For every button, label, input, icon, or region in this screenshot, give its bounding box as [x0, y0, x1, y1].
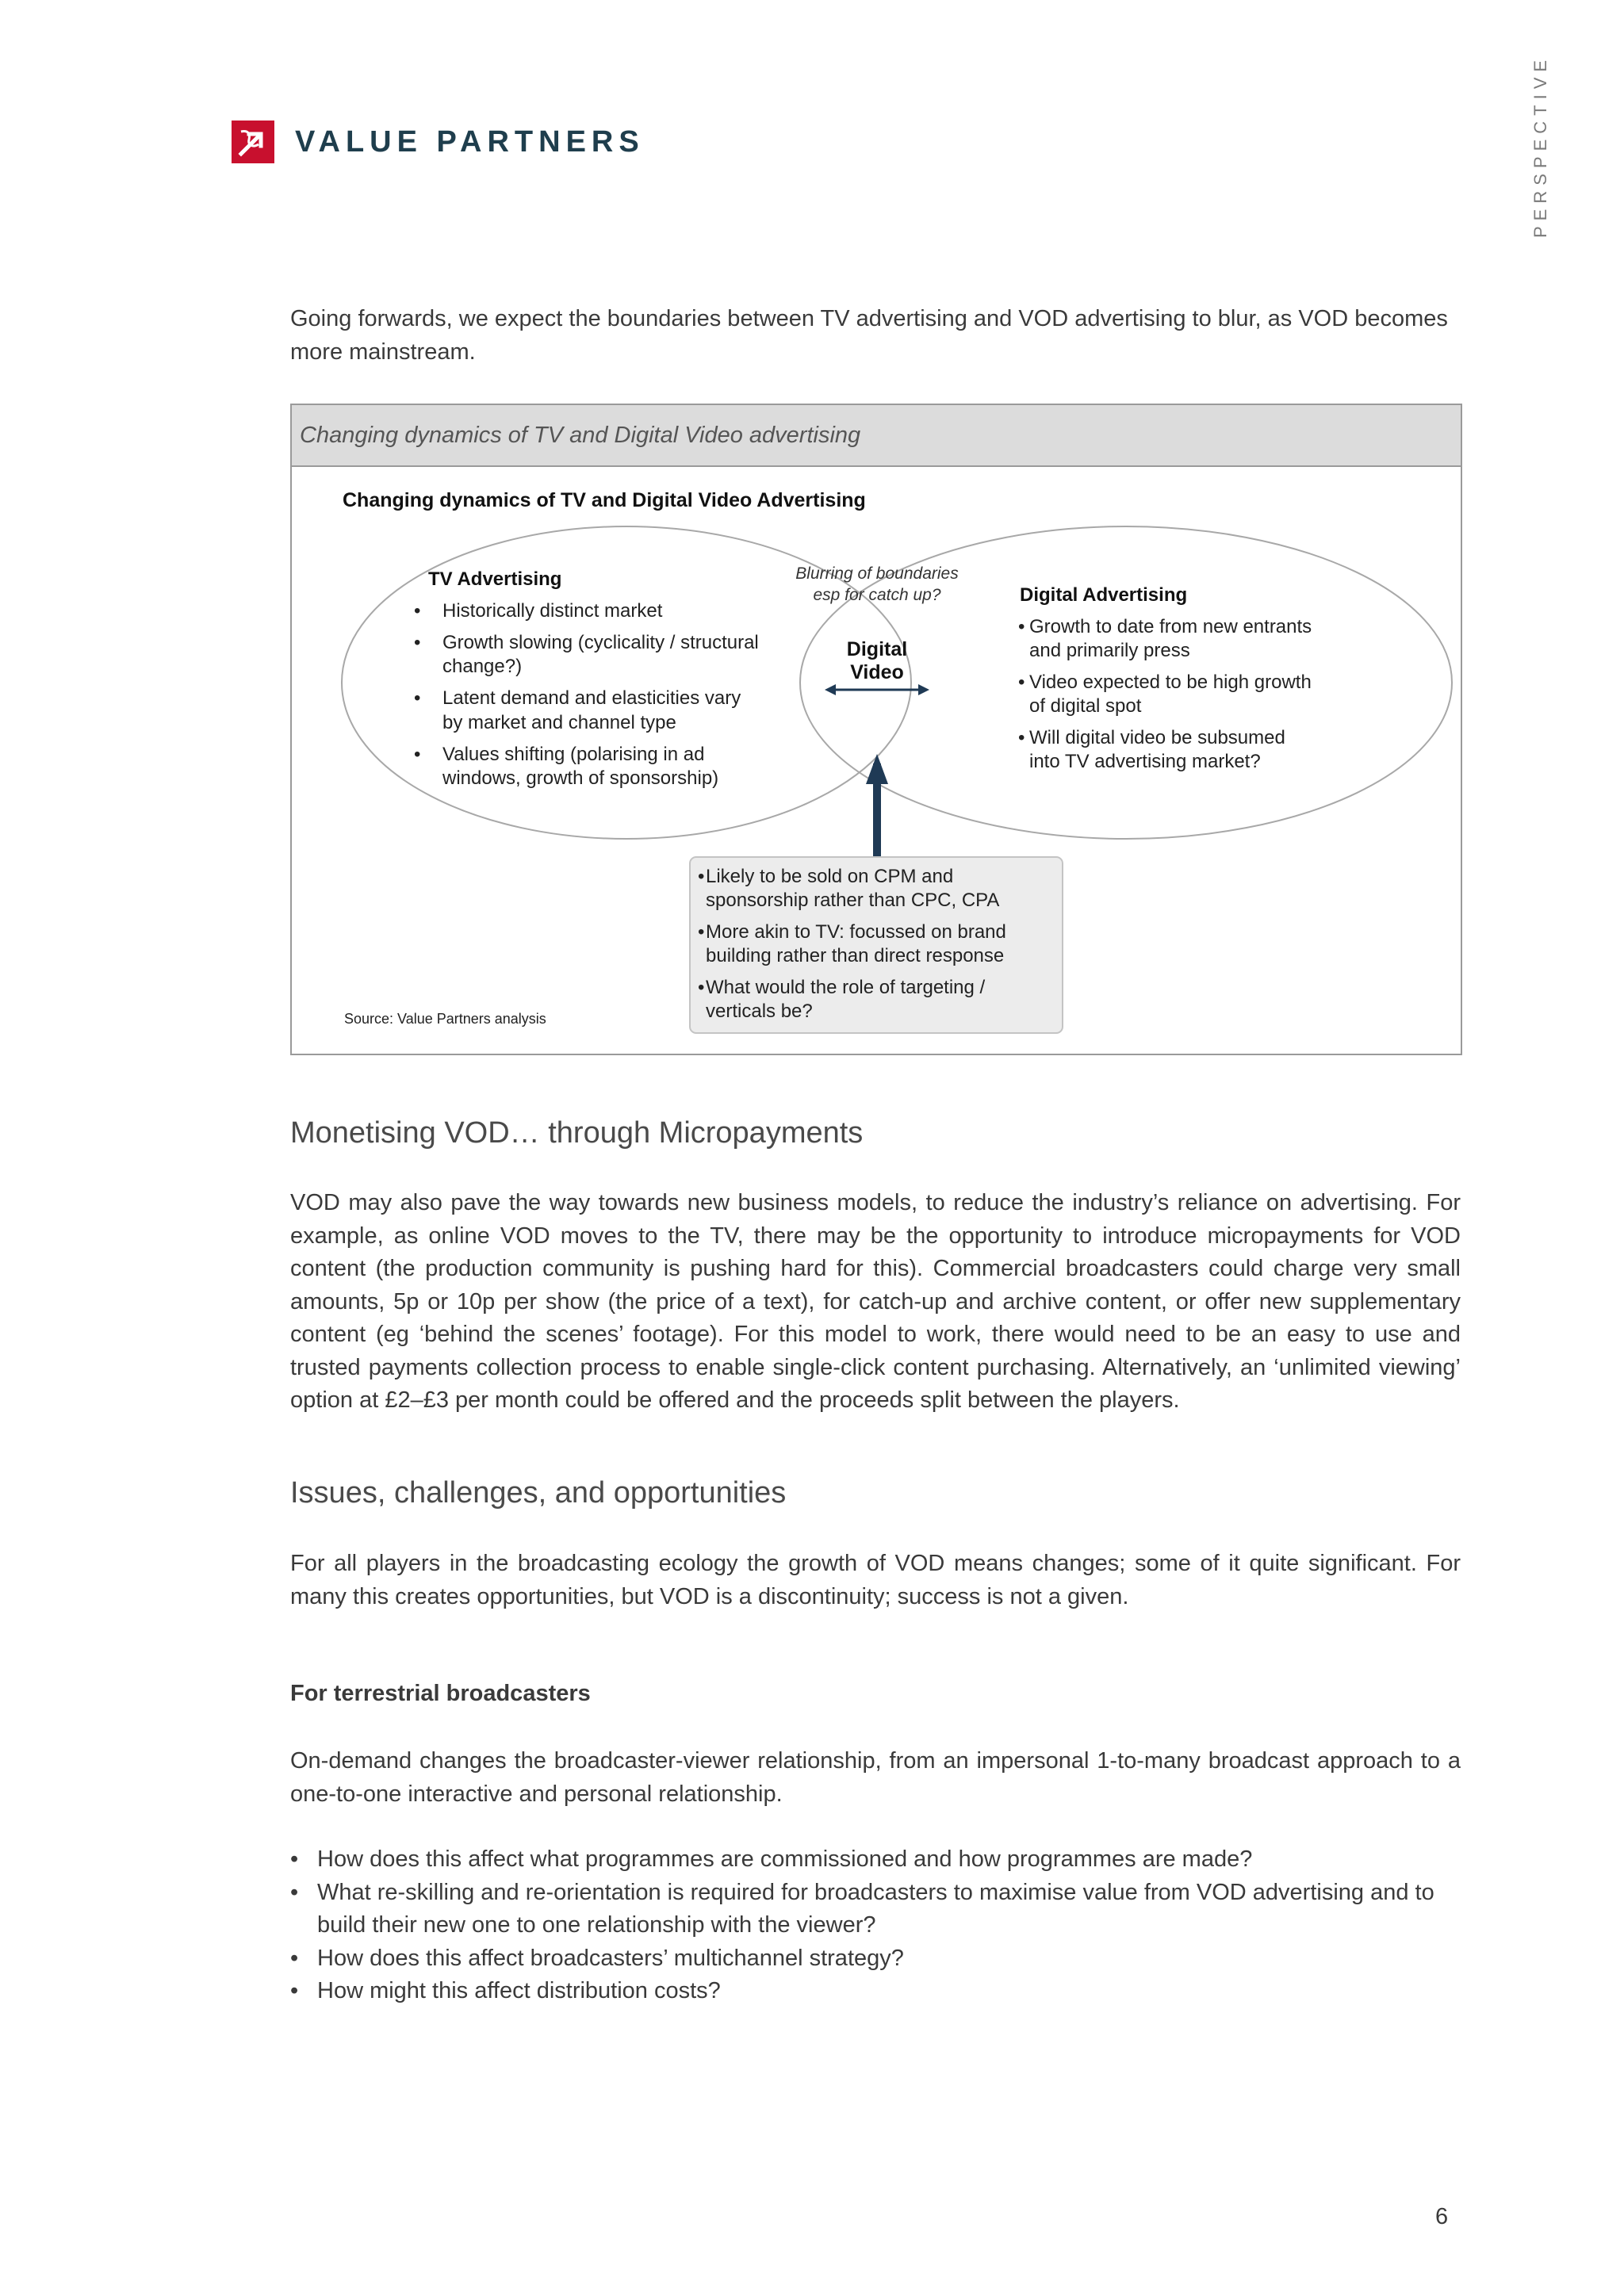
tv-line-3: change?)	[442, 656, 523, 677]
center-label-line-2: Video	[850, 661, 904, 683]
tv-bullet-1: •	[414, 600, 421, 622]
digital-line-3: Video expected to be high growth	[1029, 672, 1312, 693]
callout-bullet-3: •	[698, 977, 705, 998]
value-partners-logo-icon	[232, 121, 274, 163]
digital-bullet-1: •	[1018, 616, 1025, 637]
terrestrial-paragraph: On-demand changes the broadcaster-viewer relationship, from an impersonal 1-to-many broadcast approach to a one-to-one interactive and personal relationship.	[290, 1748, 1461, 1807]
center-label-line-1: Digital	[846, 638, 908, 660]
digital-bullet-2: •	[1018, 672, 1025, 693]
brand-name: VALUE PARTNERS	[295, 124, 645, 159]
subhead-terrestrial: For terrestrial broadcasters	[290, 1681, 591, 1706]
callout-bullet-2: •	[698, 921, 705, 943]
source-note: Source: Value Partners analysis	[344, 1011, 546, 1027]
digital-bullet-3: •	[1018, 727, 1025, 748]
digital-heading: Digital Advertising	[1020, 584, 1188, 606]
callout-line-5: What would the role of targeting /	[706, 977, 986, 998]
list-item: • How does this affect what programmes are commissioned and how programmes are made?	[290, 1843, 1461, 1877]
tv-bullet-3: •	[414, 687, 421, 709]
venn-diagram	[292, 405, 1461, 1054]
figure-caption: Changing dynamics of TV and Digital Video advertising	[292, 405, 1461, 467]
list-item: • What re-skilling and re-orientation is required for broadcasters to maximise value from VOD advertising and to build their new one to one relationship with the viewer?	[290, 1877, 1461, 1942]
section-heading-micropayments: Monetising VOD… through Micropayments	[290, 1116, 864, 1150]
digital-line-2: and primarily press	[1029, 640, 1190, 661]
callout-line-6: verticals be?	[706, 1001, 813, 1022]
tv-bullet-2: •	[414, 632, 421, 653]
tv-line-4: Latent demand and elasticities vary	[442, 687, 741, 709]
callout-line-1: Likely to be sold on CPM and	[706, 866, 954, 887]
brand-logo	[232, 121, 645, 163]
callout-line-2: sponsorship rather than CPC, CPA	[706, 890, 1000, 911]
tv-line-5: by market and channel type	[442, 712, 676, 733]
tv-heading: TV Advertising	[428, 568, 562, 590]
tv-bullet-4: •	[414, 744, 421, 765]
page-number: 6	[1435, 2204, 1449, 2229]
callout-bullet-1: •	[698, 866, 705, 887]
tv-line-6: Values shifting (polarising in ad	[442, 744, 705, 765]
diagram-title: Changing dynamics of TV and Digital Video Advertising	[343, 489, 866, 511]
list-item: • How might this affect distribution costs?	[290, 1975, 1461, 2008]
list-item: • How does this affect broadcasters’ multichannel strategy?	[290, 1942, 1461, 1976]
callout-line-3: More akin to TV: focussed on brand	[706, 921, 1006, 943]
tv-line-7: windows, growth of sponsorship)	[442, 767, 719, 789]
intro-paragraph: Going forwards, we expect the boundaries between TV advertising and VOD advertising to blur, as VOD becomes more mainstream.	[290, 306, 1448, 365]
section-heading-issues: Issues, challenges, and opportunities	[290, 1476, 787, 1510]
up-arrow-icon	[866, 754, 888, 859]
digital-line-6: into TV advertising market?	[1029, 751, 1261, 772]
double-arrow-icon	[825, 684, 929, 695]
blur-note-line-2: esp for catch up?	[813, 586, 941, 604]
blur-note-line-1: Blurring of boundaries	[795, 564, 959, 583]
micropayments-paragraph: VOD may also pave the way towards new business models, to reduce the industry’s reliance on advertising. For example, as online VOD moves to the TV, there may be the opportunity to introduce micropayments for VOD content (the production community is pushing hard for this). Commercial broadcasters could charge very small amounts, 5p or 10p per show (the price of a text), for catch-up and archive content, or offer new supplementary content (eg ‘behind the scenes’ footage). For this model to work, there would need to be an easy to use and trusted payments collection process to enable single-click content purchasing. Alternatively, an ‘unlimited viewing’ option at £2–£3 per month could be offered and the proceeds split between the players.	[290, 1190, 1461, 1413]
question-list	[290, 1843, 1461, 2008]
figure-box	[290, 404, 1462, 1055]
digital-line-1: Growth to date from new entrants	[1029, 616, 1312, 637]
issues-paragraph: For all players in the broadcasting ecology the growth of VOD means changes; some of it quite significant. For many this creates opportunities, but VOD is a discontinuity; success is not a given.	[290, 1551, 1461, 1609]
callout-line-4: building rather than direct response	[706, 945, 1005, 966]
tv-line-1: Historically distinct market	[442, 600, 663, 622]
digital-line-4: of digital spot	[1029, 695, 1142, 717]
digital-line-5: Will digital video be subsumed	[1029, 727, 1285, 748]
tv-line-2: Growth slowing (cyclicality / structural	[442, 632, 759, 653]
perspective-label: PERSPECTIVE	[1530, 54, 1550, 238]
